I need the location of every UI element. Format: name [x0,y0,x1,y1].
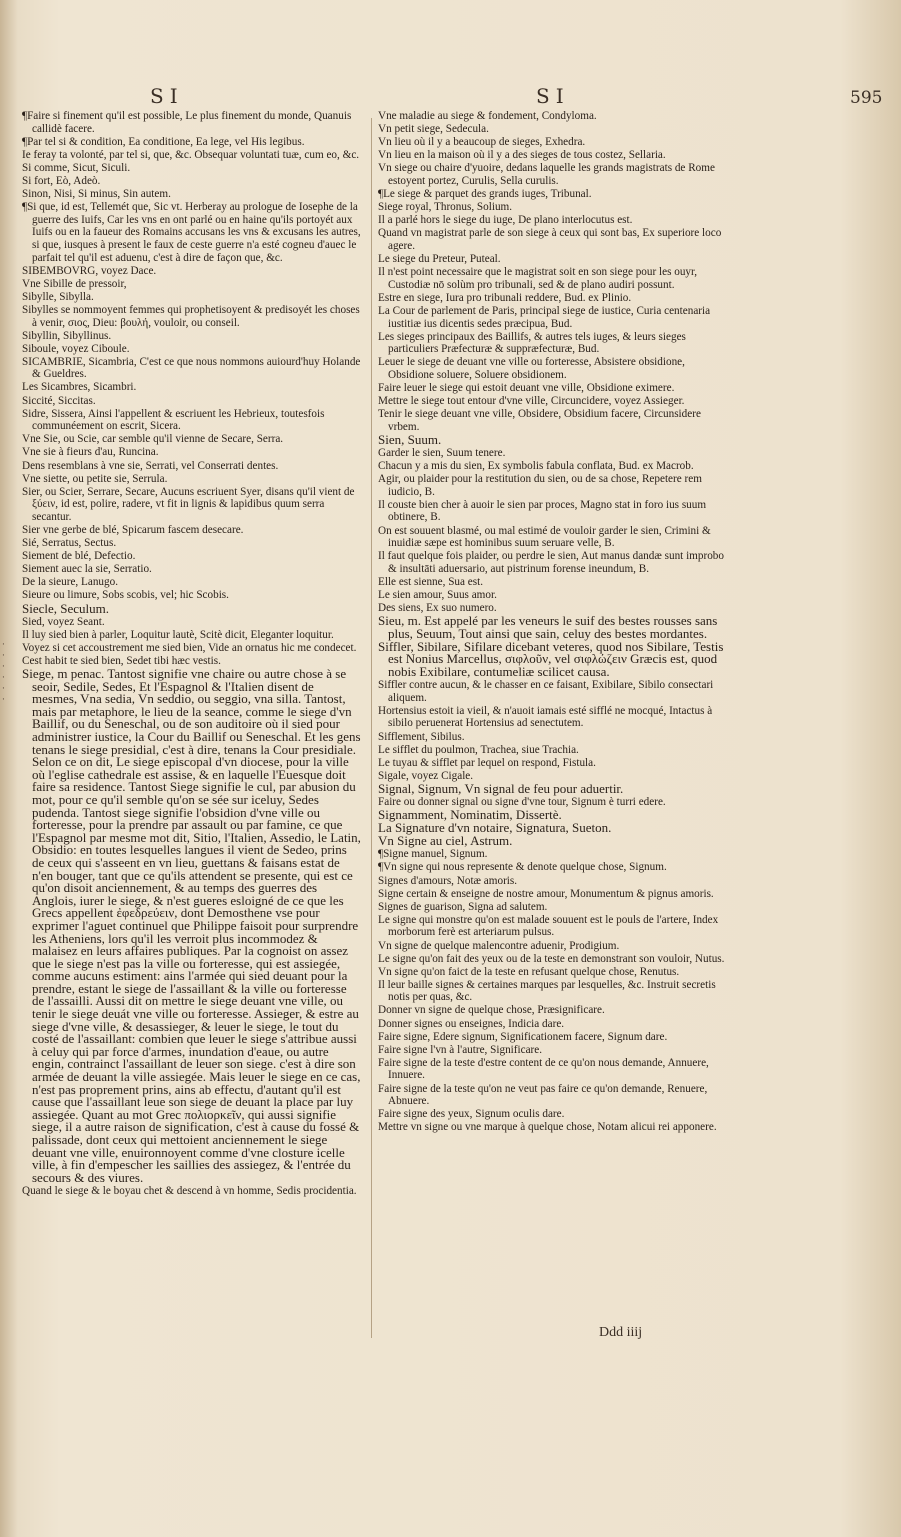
dictionary-entry: Si comme, Sicut, Siculi. [22,161,131,174]
dictionary-entry: Sifflement, Sibilus. [378,730,465,743]
dictionary-entry: ¶Vn signe qui nous represente & denote quelque chose, Signum. [378,861,667,874]
dictionary-entry: Donner vn signe de quelque chose, Præsignificare. [378,1004,605,1017]
dictionary-entry: Siege, m penac. Tantost signifie vne chaire ou autre chose à se seoir, Sedile, Sedes, Et l'Espagnol & l'Italien disent de mesmes, Vna sedia, Vn seddio, ou seggio, vna silla. Tantost, mais par metaphore, le lieu de la seance, comme le siege d'vn Baillif, ou du Seneschal, ou de son auditoire où il sied pour administrer iustice, la Cour du Baillif ou Seneschal. Et les gens tenans le siege presidial, c'est à dire, tenans la Cour presidiale. Selon ce on dit, Le siege episcopal d'vn diocese, pour la ville où l'eglise cathedrale est assise, & en laquelle l'Euesque doit faire sa residence. Tantost Siege signifie le cul, par abusion du mot, pour ce qu'il semble qu'on se sée sur iceluy, Sedes pudenda. Tantost siege signifie l'obsidion d'vne ville ou forteresse, pour la prendre par assault ou par famine, ce que l'Espagnol par mesme mot dit, Sitio, l'Italien, Assedio, le Latin, Obsidio: en toutes lesquelles langues il vient de Sedeo, prins de ceux qui s'asseent en vn lieu, guettans & faisans estat de n'en bouger, tant que ce qu'ils attendent se presente, qui est ce qu'on disoit anciennement, & au temps des guerres des Anglois, iurer le siege, & n'est gueres esloigné de ce que les Grecs appellent ἐφεδρεύειν, dont Demosthene vse pour exprimer l'aguet continuel que Philippe faisoit pour surprendre les Atheniens, lors qu'il les verroit plus incommodez & malaisez en leurs affaires publiques. Par la cognoist on assez que le siege n'est pas la ville ou forteresse, qui est assiegée, comme aucuns estiment: ains l'armée qui sied deuant pour la prendre, estant le siege de l'assaillant & la ville ou forteresse de l'assailli. Aussi dit on mettre le siege deuant vne ville, ou tenir le siege deuát vne ville ou forteresse. Assieger, & estre au siege d'vne ville, & desassieger, & leuer le siege, le tout du costé de l'assaillant: combien que leuer le siege s'attribue aussi à celuy qui par force d'armes, inundation d'eaue, ou autre engin, contrainct l'assaillant de leuer son siege. c'est à dire son armée de deuant la ville assiegée. Mais leuer le siege en ce cas, n'est pas proprement prins, ains ab effectu, d'autant qu'il est cause que l'assaillant leue son siege de deuant la place par luy assiegée. Quant au mot Grec πολιορκεῖν, qui aussi signifie siege, il a autre raison de signification, c'est à cause du fossé & palissade, dont ceux qui mettoient anciennement le siege deuant vne ville, enuironnoyent comme d'vne closture icelle ville, à fin d'empescher les saillies des assiegez, & l'entrée du secours & des viures. [22,666,361,1185]
dictionary-entry: La Cour de parlement de Paris, principal siege de iustice, Curia centenaria iustitiæ ius dicentis sedes præcipua, Bud. [378,304,711,330]
dictionary-entry: Il leur baille signes & certaines marques par lesquelles, &c. Instruit secretis notis per quas, &c. [378,978,716,1004]
dictionary-entry: Il faut quelque fois plaider, ou perdre le sien, Aut manus dandæ sunt improbo & insultāti aduersario, aut pistrinum forense ineundum, B. [378,550,724,575]
dictionary-entry: Donner signes ou enseignes, Indicia dare. [378,1017,565,1030]
dictionary-entry: Siffler, Sibilare, Sifilare dicebant veteres, quod nos Sibilare, Testis est Nonius Marcellus, σιφλοῦν, vel σιφλώζειν Græcis est, quod nobis Exibilare, contumeliæ scilicet causa. [378,638,724,680]
dictionary-entry: Vn petit siege, Sedecula. [378,123,489,136]
dictionary-entry: Dens resemblans à vne sie, Serrati, vel Conserrati dentes. [22,459,279,472]
dictionary-entry: Des siens, Ex suo numero. [378,602,497,615]
dictionary-entry: Estre en siege, Iura pro tribunali reddere, Bud. ex Plinio. [378,291,632,304]
dictionary-entry: Siege royal, Thronus, Solium. [378,201,513,214]
dictionary-entry: Le signe qui monstre qu'on est malade souuent est le pouls de l'artere, Index morborum ferè est arteriarum pulsus. [378,913,719,939]
dictionary-entry: Le signe qu'on fait des yeux ou de la teste en demonstrant son vouloir, Nutus. [378,952,725,965]
left-column [22,110,362,1198]
dictionary-entry: Siccité, Siccitas. [22,394,96,407]
dictionary-entry: Vne Sie, ou Scie, car semble qu'il vienne de Secare, Serra. [22,433,284,446]
dictionary-entry: ¶Faire si finement qu'il est possible, Le plus finement du monde, Quanuis callidè facere. [22,110,352,135]
dictionary-entry: Voyez si cet accoustrement me sied bien, Vide an ornatus hic me condecet. [22,641,357,654]
dictionary-entry: Il couste bien cher à auoir le sien par proces, Magno stat in foro ius suum obtinere, B. [378,498,707,524]
dictionary-entry: Signe certain & enseigne de nostre amour, Monumentum & pignus amoris. [378,887,714,900]
dictionary-entry: SICAMBRIE, Sicambria, C'est ce que nous nommons auiourd'huy Holande & Gueldres. [22,355,361,381]
dictionary-entry: De la sieure, Lanugo. [22,576,118,589]
right-column [378,110,726,1134]
dictionary-entry: ¶Le siege & parquet des grands iuges, Tribunal. [378,188,592,201]
dictionary-entry: Faire signe l'vn à l'autre, Significare. [378,1043,543,1056]
dictionary-entry: Sier vne gerbe de blé, Spicarum fascem desecare. [22,524,244,536]
dictionary-entry: ¶Par tel si & condition, Ea conditione, Ea lege, vel His legibus. [22,135,305,148]
dictionary-entry: Le sifflet du poulmon, Trachea, siue Trachia. [378,743,579,756]
dictionary-entry: Vn lieu où il y a beaucoup de sieges, Exhedra. [378,136,586,149]
dictionary-entry: Sidre, Sissera, Ainsi l'appellent & escriuent les Hebrieux, toutesfois communéement on escrit, Sicera. [22,407,325,433]
dictionary-entry: Faire signe de la teste d'estre content de ce qu'on nous demande, Annuere, Innuere. [378,1056,709,1082]
dictionary-entry: Vne maladie au siege & fondement, Condyloma. [378,110,597,122]
page-number: 595 [850,88,883,108]
dictionary-entry: Le tuyau & sifflet par lequel on respond, Fistula. [378,756,596,769]
dictionary-entry: Sieu, m. Est appelé par les veneurs le suif des bestes rousses sans plus, Seuum, Tout ainsi que sain, celuy des bestes mordantes. [378,613,718,641]
dictionary-entry: Les Sicambres, Sicambri. [22,381,137,394]
dictionary-entry: Les sieges principaux des Baillifs, & autres tels iuges, & leurs sieges particuliers Præfecturæ & suppræfecturæ, Bud. [378,330,686,356]
dictionary-entry: Ie feray ta volonté, par tel si, que, &c. Obsequar voluntati tuæ, cum eo, &c. [22,148,360,161]
dictionary-entry: SIBEMBOVRG, voyez Dace. [22,264,157,277]
dictionary-entry: Quand le siege & le boyau chet & descend à vn homme, Sedis procidentia. [22,1184,357,1197]
dictionary-entry: Vne sie à fieurs d'au, Runcina. [22,446,159,459]
dictionary-entry: Hortensius estoit ia vieil, & n'auoit iamais esté sifflé ne mocqué, Intactus à sibilo peruenerat Hortensius ad senectutem. [378,704,713,730]
dictionary-entry: Chacun y a mis du sien, Ex symbolis fabula conflata, Bud. ex Macrob. [378,460,694,473]
dictionary-entry: Vn Signe au ciel, Astrum. [378,833,513,849]
dictionary-entry: Signes d'amours, Notæ amoris. [378,874,518,887]
dictionary-entry: On est souuent blasmé, ou mal estimé de vouloir garder le sien, Crimini & inuidiæ sæpe est hominibus suum seruare velle, B. [378,524,711,550]
dictionary-entry: Sié, Serratus, Sectus. [22,537,117,550]
dictionary-entry: Il n'est point necessaire que le magistrat soit en son siege pour les ouyr, Custodiæ nō solùm pro tribunali, sed & de plano audiri possunt. [378,266,698,291]
dictionary-entry: Il a parlé hors le siege du iuge, De plano interlocutus est. [378,214,633,227]
dictionary-entry: ¶Si que, id est, Tellemét que, Sic vt. Herberay au prologue de Iosephe de la guerre des Iuifs, Car les vns en ont parlé ou en haine qu'ils portoyét aux Iuifs ou en la faueur des Romains accusans les vns & excusans les autres, si que, iusques à present le faux de ceste guerre n'a esté cogneu d'auec le parfait tel qu'il est aduenu, c'est à dire de façon que, &c. [22,201,361,264]
dictionary-entry: Sibyllin, Sibyllinus. [22,329,112,342]
dictionary-entry: Signal, Signum, Vn signal de feu pour aduertir. [378,780,624,796]
dictionary-entry: Signamment, Nominatim, Dissertè. [378,807,562,823]
margin-fragment: · · · · · · [2,640,5,705]
dictionary-entry: Le sien amour, Suus amor. [378,588,497,601]
column-divider [371,118,372,1338]
dictionary-entry: Siboule, voyez Ciboule. [22,342,130,355]
dictionary-entry: Sibylle, Sibylla. [22,290,94,303]
dictionary-entry: Sieure ou limure, Sobs scobis, vel; hic Scobis. [22,589,229,602]
catchword: Ddd iiij [599,1325,643,1340]
dictionary-entry: Sibylles se nommoyent femmes qui prophetisoyent & predisoyét les choses à venir, σιος, Dieu: βουλή, vouloir, ou conseil. [22,303,360,329]
dictionary-entry: ¶Signe manuel, Signum. [378,848,488,861]
dictionary-entry: Siement auec la sie, Serratio. [22,563,152,576]
dictionary-entry: Sien, Suum. [378,431,442,447]
dictionary-entry: Faire signe, Edere signum, Significationem facere, Signum dare. [378,1030,668,1043]
dictionary-entry: Vne siette, ou petite sie, Serrula. [22,472,168,485]
dictionary-entry: Vn siege ou chaire d'yuoire, dedans laquelle les grands magistrats de Rome estoyent portez, Curulis, Sella curulis. [378,162,715,187]
dictionary-entry: Agir, ou plaider pour la restitution du sien, ou de sa chose, Repetere rem iudicio, B. [378,473,702,498]
dictionary-entry: Mettre le siege tout entour d'vne ville, Circuncidere, voyez Assieger. [378,395,685,408]
dictionary-entry: Sigale, voyez Cigale. [378,769,474,782]
dictionary-entry: Sied, voyez Seant. [22,615,105,628]
dictionary-entry: Faire leuer le siege qui estoit deuant vne ville, Obsidione eximere. [378,381,675,394]
dictionary-entry: Vne Sibille de pressoir, [22,277,127,290]
dictionary-entry: Siecle, Seculum. [22,600,110,616]
dictionary-entry: Tenir le siege deuant vne ville, Obsidere, Obsidium facere, Circunsidere vrbem. [378,408,701,433]
dictionary-entry: Siffler contre aucun, & le chasser en ce faisant, Exibilare, Sibilo consectari aliquem. [378,679,714,704]
dictionary-entry: Leuer le siege de deuant vne ville ou forteresse, Absistere obsidione, Obsidione soluere, Soluere obsidionem. [378,356,685,381]
dictionary-entry: Il luy sied bien à parler, Loquitur lautè, Scitè dicit, Eleganter loquitur. [22,628,334,641]
dictionary-entry: Quand vn magistrat parle de son siege à ceux qui sont bas, Ex superiore loco agere. [378,227,722,252]
dictionary-entry: Siement de blé, Defectio. [22,550,136,563]
dictionary-entry: Vn signe de quelque malencontre aduenir, Prodigium. [378,939,620,952]
dictionary-entry: Le siege du Preteur, Puteal. [378,253,501,266]
dictionary-entry: Mettre vn signe ou vne marque à quelque chose, Notam alicui rei apponere. [378,1121,717,1134]
dictionary-entry: Sinon, Nisi, Si minus, Sin autem. [22,188,171,201]
dictionary-entry: La Signature d'vn notaire, Signatura, Sueton. [378,820,612,836]
dictionary-entry: Si fort, Eò, Adeò. [22,174,101,187]
left-running-head: SI [150,84,184,108]
dictionary-entry: Faire ou donner signal ou signe d'vne tour, Signum è turri edere. [378,795,666,808]
right-running-head: SI [536,84,570,108]
dictionary-entry: Faire signe des yeux, Signum oculis dare. [378,1108,565,1121]
dictionary-entry: Faire signe de la teste qu'on ne veut pas faire ce qu'on demande, Renuere, Abnuere. [378,1082,708,1108]
dictionary-entry: Cest habit te sied bien, Sedet tibi hæc vestis. [22,654,221,667]
dictionary-entry: Vn signe qu'on faict de la teste en refusant quelque chose, Renutus. [378,965,680,978]
dictionary-entry: Vn lieu en la maison où il y a des sieges de tous costez, Sellaria. [378,149,666,162]
dictionary-entry: Sier, ou Scier, Serrare, Secare, Aucuns escriuent Syer, disans qu'il vient de ξύειν, id est, polire, radere, vt fit in lignis & lapidibus quum serra secantur. [22,485,355,523]
dictionary-entry: Signes de guarison, Signa ad salutem. [378,900,548,913]
dictionary-entry: Garder le sien, Suum tenere. [378,446,506,459]
dictionary-entry: Elle est sienne, Sua est. [378,575,484,588]
